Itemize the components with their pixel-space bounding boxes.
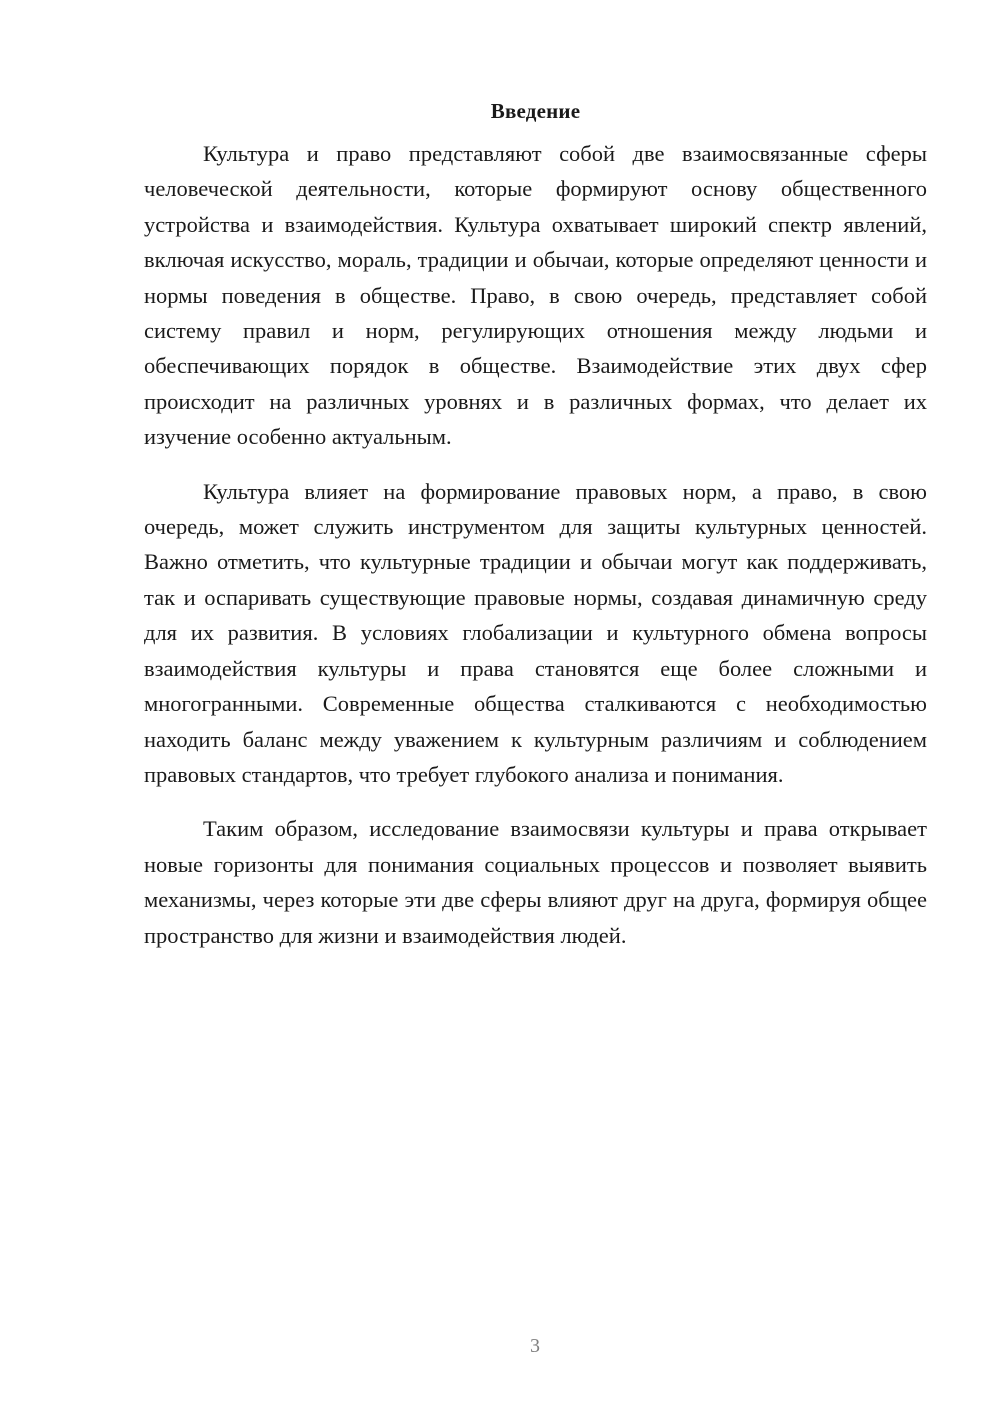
section-heading: Введение bbox=[490, 99, 581, 123]
paragraph-2: Культура влияет на формирование правовых норм, а право, в свою очередь, может служить инструментом для защиты культурных ценностей. Важно отметить, что культурные традиции и обычаи могут как поддерживать, так и оспаривать существующие правовые нормы, создавая динамичную среду для их развития. В условиях глобализации и культурного обмена вопросы взаимодействия культуры и права становятся еще более сложными и многогранными. Современные общества сталкиваются с необходимостью находить баланс между уважением к культурным различиям и соблюдением правовых стандартов, что требует глубокого анализа и понимания. bbox=[144, 478, 927, 787]
paragraph-1: Культура и право представляют собой две взаимосвязанные сферы человеческой деятельности, которые формируют основу общественного устройства и взаимодействия. Культура охватывает широкий спектр явлений, включая искусство, мораль, традиции и обычаи, которые определяют ценности и нормы поведения в обществе. Право, в свою очередь, представляет собой систему правил и норм, регулирующих отношения между людьми и обеспечивающих порядок в обществе. Взаимодействие этих двух сфер происходит на различных уровнях и в различных формах, что делает их изучение особенно актуальным. bbox=[144, 141, 927, 450]
page-number: 3 bbox=[530, 1335, 540, 1357]
page-content bbox=[144, 96, 927, 972]
paragraph-3: Таким образом, исследование взаимосвязи культуры и права открывает новые горизонты для понимания социальных процессов и позволяет выявить механизмы, через которые эти две сферы влияют друг на друга, формируя общее пространство для жизни и взаимодействия людей. bbox=[144, 816, 927, 948]
